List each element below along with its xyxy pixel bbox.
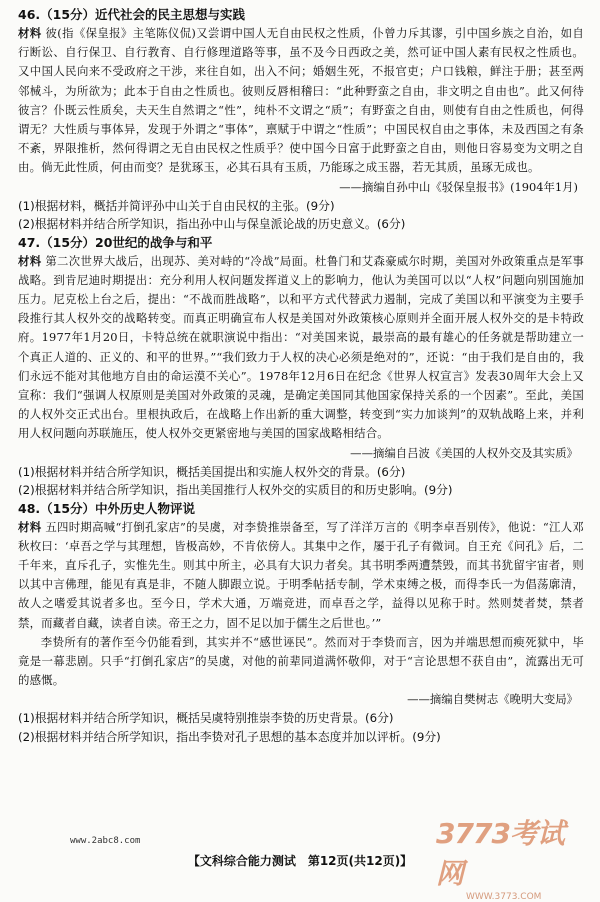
q47-sub2: (2)根据材料并结合所学知识，指出美国推行人权外交的实质目的和历史影响。(9分) (18, 483, 453, 498)
site-url-watermark: www.2abc8.com (70, 836, 141, 846)
q46-source: ——摘编自孙中山《驳保皇报书》(1904年1月) (339, 179, 578, 194)
q48-sub2: (2)根据材料并结合所学知识，指出李贽对孔子思想的基本态度并加以评析。(9分) (18, 729, 441, 744)
q46-material (18, 24, 584, 178)
exam-page (18, 6, 584, 746)
q46-sub1: (1)根据材料，概括并简评孙中山关于自由民权的主张。(9分) (18, 198, 335, 213)
q48-material-label: 材料 (18, 519, 42, 534)
page-footer: 【文科综合能力测试 第12页(共12页)】 (187, 854, 413, 868)
q46-title: 46.（15分）近代社会的民主思想与实践 (18, 7, 246, 22)
q46-sub2: (2)根据材料并结合所学知识，指出孙中山与保皇派论战的历史意义。(6分) (18, 217, 406, 232)
q47-material-text: 第二次世界大战后，出现苏、美对峙的“冷战”局面。杜鲁门和艾森豪威尔时期，美国对外政策重点是军事战略。到肯尼迪时期提出：充分利用人权问题发挥道义上的影响力，他认为美国可以以“人权”问题向别国施加压力。尼克松上台之后，提出：“不战而胜战略”，以和平方式代替武力遏制，完成了美国以和平演变为主要手段推行其人权外交的战略转变。而真正明确宣布人权是美国对外政策核心原则并全面开展人权外交的是卡特政府。1977年1月20日，卡特总统在就职演说中指出：“对美国来说，最崇高的最有雄心的任务就是帮助建立一个真正人道的、正义的、和平的世界。”“我们致力于人权的决心必须是绝对的”，还说：“由于我们是自由的，我们永远不能对其他地方自由的命运漠不关心”。1978年12月6日在纪念《世界人权宣言》发表30周年大会上又宣称：我们“强调人权原则是美国对外政策的灵魂，是确定美国同其他国家保持关系的一个因素”。至此，美国的人权外交正式出台。里根执政后，在战略上作出新的重大调整，转变到“实力加谈判”的双轨战略上来，并利用人权问题向苏联施压，使人权外交更紧密地与美国的国家战略相结合。 (18, 253, 584, 441)
q46-material-text: 彼(指《保皇报》主笔陈仪侃)又尝谓中国人无自由民权之性质，仆曾力斥其谬，引中国乡族之自治，如自行断讼、自行保卫、自行教育、自行修理道路等事，虽不及今日西政之美，然可证中国人素有民权之性质也。又中国人民向来不受政府之干涉，来往自如，出入不问；婚姻生死，不报官吏；户口钱粮，鲜注于册；甚至两邻械斗，为所欲为；此本于自由之性质也。彼则反唇相稽曰：“此种野蛮之自由，非文明之自由也”。此又何待彼言？仆既云性质矣，夫天生自然谓之“性”，纯朴不文谓之“质”；有野蛮之自由，则使有自由之性质也，何得谓无？大性质与事体异，发现于外谓之“事体”，禀赋于中谓之“性质”；中国民权自由之事体，未及西国之有条不紊，界限推析，然何得谓之无自由民权之性质乎？使中国今日富于此野蛮之自由，则他日容易变为文明之自由。倘无此性质，何由而变？是犹琢玉，必其石具有玉质，乃能琢之成玉器，若无其质，虽琢无成也。 (18, 26, 584, 175)
q48-material-para2: 李贽所有的著作至今仍能看到，其实并不“感世诬民”。然而对于李贽而言，因为并端思想而瘐死狱中，毕竟是一幕悲剧。只手“打倒孔家店”的吴虞，对他的前辈同道满怀敬仰，对于“言论思想不获自由”，流露出无可的感慨。 (18, 634, 584, 688)
q48-source: ——摘编自樊树志《晚明大变局》 (407, 692, 578, 707)
q47-sub1: (1)根据材料并结合所学知识，概括美国提出和实施人权外交的背景。(6分) (18, 464, 406, 479)
watermark-logo-text: 3773考试网 (436, 817, 564, 890)
q47-material-label: 材料 (18, 253, 42, 268)
q47-material (18, 252, 584, 444)
q47-source: ——摘编自吕波《美国的人权外交及其实质》 (350, 445, 578, 460)
q48-material (18, 518, 584, 633)
watermark-url: WWW.3773.COM (466, 892, 542, 902)
q47-title: 47.（15分）20世纪的战争与和平 (18, 234, 213, 250)
q48-sub1: (1)根据材料并结合所学知识，概括吴虞特别推崇李贽的历史背景。(6分) (18, 711, 394, 726)
q48-material-text: 五四时期高喊“打倒孔家店”的吴虞，对李贽推崇备至，写了洋洋万言的《明李卓吾别传》，他说：“江人邓秋枚曰：‘卓吾之学与其理想，皆极高妙，不肯依傍人。其集中之作，屡于孔子有微词。自王充《问孔》后，二千年来，直斥孔子，实惟先生。则其中所主，必具有大识力者矣。其书明季两遭禁毁，而其书犹留宇宙者，则以其中言佛理，能见有真是非，不随人脚跟立说。于明季帖括专制，学术束缚之极，而得李氏一为倡荡廓清，故人之嗜爱其说者多也。至今日，学术大通，万端竞进，而卓吾之学，益得以见称于时。然则焚者焚，禁者禁，而藏者自藏，读者自读。帝王之力，固不足以加于儒生之后世也。’” (18, 519, 584, 630)
q46-material-label: 材料 (18, 26, 42, 40)
q48-title: 48.（15分）中外历史人物评说 (18, 500, 196, 516)
